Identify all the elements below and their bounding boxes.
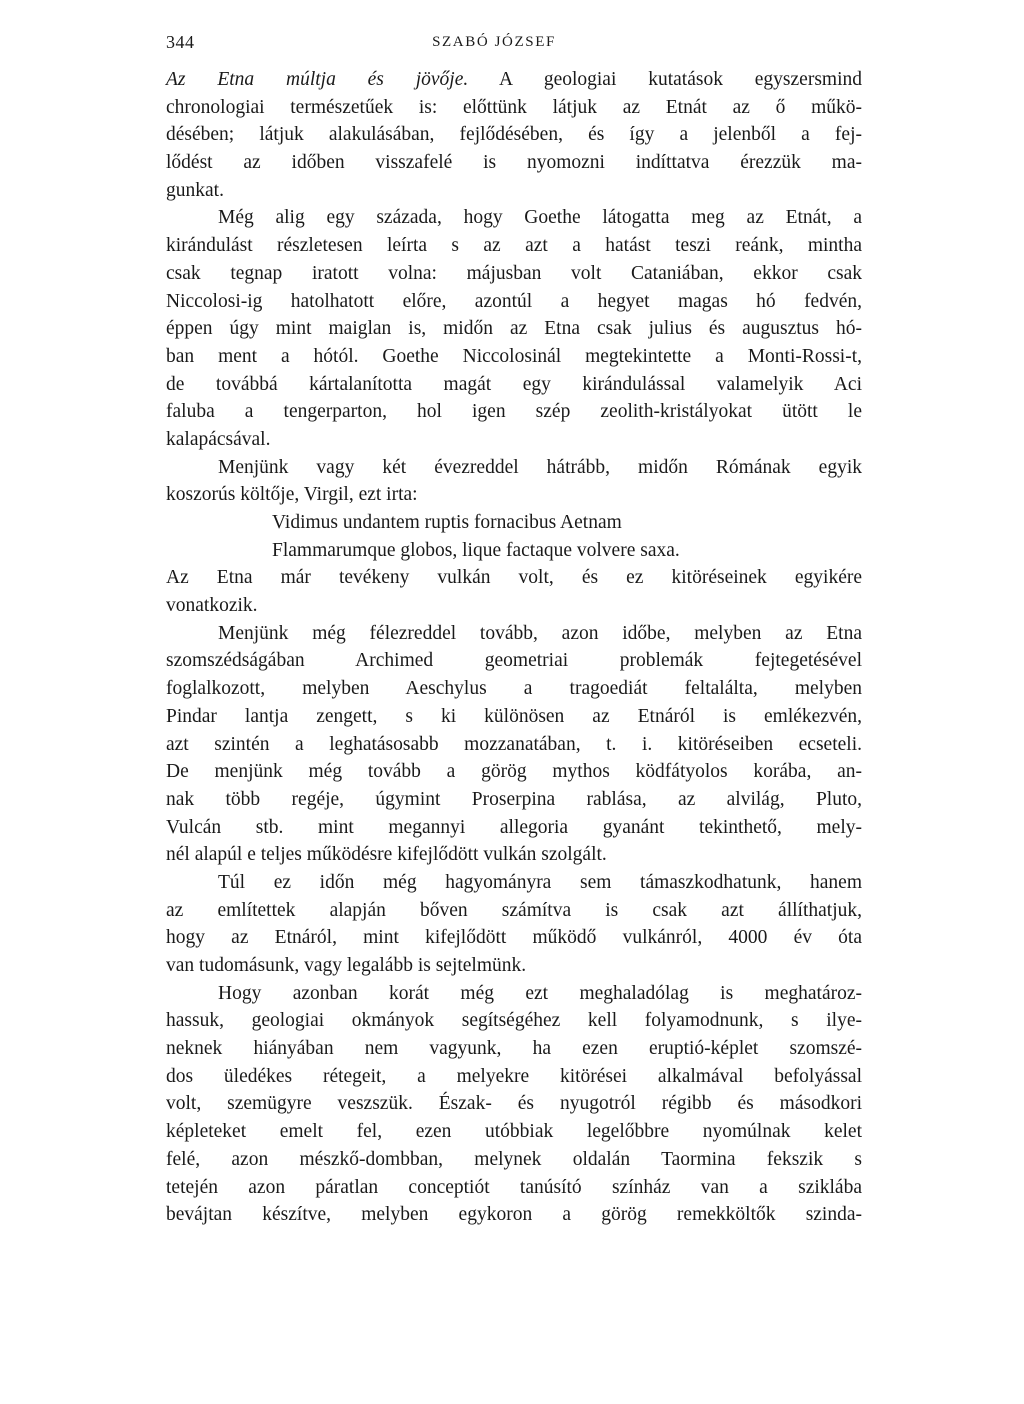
text-line: Pindar lantja zengett, s ki különösen az Etnáról is emlékezvén, xyxy=(166,705,862,727)
text-line: Menjünk vagy két évezreddel hátrább, midőn Rómának egyik xyxy=(218,456,862,478)
text-line-content: A geologiai kutatások egyszersmind xyxy=(468,69,862,90)
text-line: ban ment a hótól. Goethe Niccolosinál megtekintette a Monti-Rossi-t, xyxy=(166,345,862,367)
page-number: 344 xyxy=(166,32,195,52)
verse-line: Flammarumque globos, lique factaque volvere saxa. xyxy=(272,539,680,561)
text-line: volt, szemügyre veszszük. Észak- és nyugotról régibb és másodkori xyxy=(166,1093,862,1115)
text-line: azt szintén a leghatásosabb mozzanatában, t. i. kitöréseiben ecseteli. xyxy=(166,733,862,755)
text-line: gunkat. xyxy=(166,179,224,201)
text-line: kirándulást részletesen leírta s az azt a hatást teszi reánk, mintha xyxy=(166,235,862,257)
body-text xyxy=(166,66,862,1229)
text-line: az említettek alapján bőven számítva is csak azt állíthatjuk, xyxy=(166,899,862,921)
section-title: Az Etna múltja és jövője. xyxy=(166,69,469,90)
text-line: Túl ez időn még hagyományra sem támaszkodhatunk, hanem xyxy=(218,871,862,893)
text-line: Hogy azonban korát még ezt meghaladólag is meghatároz- xyxy=(218,982,862,1004)
text-line: Vulcán stb. mint megannyi allegoria gyanánt tekinthető, mely- xyxy=(166,816,862,838)
text-line: van tudomásunk, vagy legalább is sejtelmünk. xyxy=(166,955,527,976)
text-line: tetején azon páratlan conceptiót tanúsító színház van a sziklába xyxy=(166,1176,862,1198)
text-line: Niccolosi-ig hatolhatott előre, azontúl a hegyet magas hó fedvén, xyxy=(166,290,862,312)
text-line: De menjünk még tovább a görög mythos ködfátyolos korába, an- xyxy=(166,761,862,783)
page-header xyxy=(166,26,862,60)
text-line: hogy az Etnáról, mint kifejlődött működő vulkánról, 4000 év óta xyxy=(166,927,862,949)
text-line: koszorús költője, Virgil, ezt irta: xyxy=(166,484,418,506)
text-line: foglalkozott, melyben Aeschylus a tragoediát feltalálta, melyben xyxy=(166,678,862,700)
running-head: SZABÓ JÓZSEF xyxy=(432,34,556,50)
text-line: vonatkozik. xyxy=(166,595,258,617)
text-line: nél alapúl e teljes működésre kifejlődött vulkán szolgált. xyxy=(166,844,607,866)
verse-line: Vidimus undantem ruptis fornacibus Aetnam xyxy=(272,512,622,533)
text-line: képleteket emelt fel, ezen utóbbiak legelőbbre nyomúlnak kelet xyxy=(166,1121,862,1143)
text-line: felé, azon mészkő-dombban, melynek oldalán Taormina fekszik s xyxy=(166,1148,862,1170)
text-line: Menjünk még félezreddel tovább, azon időbe, melyben az Etna xyxy=(218,622,862,644)
text-line xyxy=(166,66,862,94)
text-line: désében; látjuk alakulásában, fejlődésében, és így a jelenből a fej- xyxy=(166,124,862,146)
text-line: csak tegnap iratott volna: májusban volt Cataniában, ekkor csak xyxy=(166,262,862,284)
text-line: Még alig egy százada, hogy Goethe látogatta meg az Etnát, a xyxy=(218,207,862,229)
text-line: szomszédságában Archimed geometriai problemák fejtegetésével xyxy=(166,650,862,672)
text-line: dos üledékes rétegeit, a melyekre kitörései alkalmával befolyással xyxy=(166,1065,862,1087)
text-line: chronologiai természetűek is: előttünk látjuk az Etnát az ő műkö- xyxy=(166,96,862,118)
text-line: kalapácsával. xyxy=(166,428,271,450)
text-line: Az Etna már tevékeny vulkán volt, és ez kitöréseinek egyikére xyxy=(166,567,862,589)
text-line: éppen úgy mint maiglan is, midőn az Etna csak julius és augusztus hó- xyxy=(166,318,862,340)
text-line: bevájtan készítve, melyben egykoron a görög remekköltők szinda- xyxy=(166,1204,862,1226)
text-line: lődést az időben visszafelé is nyomozni indíttatva érezzük ma- xyxy=(166,152,862,174)
text-line: nak több regéje, úgymint Proserpina rablása, az alvilág, Pluto, xyxy=(166,788,862,810)
text-line: faluba a tengerparton, hol igen szép zeolith-kristályokat ütött le xyxy=(166,401,862,423)
text-line: hassuk, geologiai okmányok segítségéhez kell folyamodnunk, s ilye- xyxy=(166,1010,862,1032)
text-line: de továbbá kártalanította magát egy kirándulással valamelyik Aci xyxy=(166,373,862,395)
text-line: neknek hiányában nem vagyunk, ha ezen eruptió-képlet szomszé- xyxy=(166,1038,862,1060)
